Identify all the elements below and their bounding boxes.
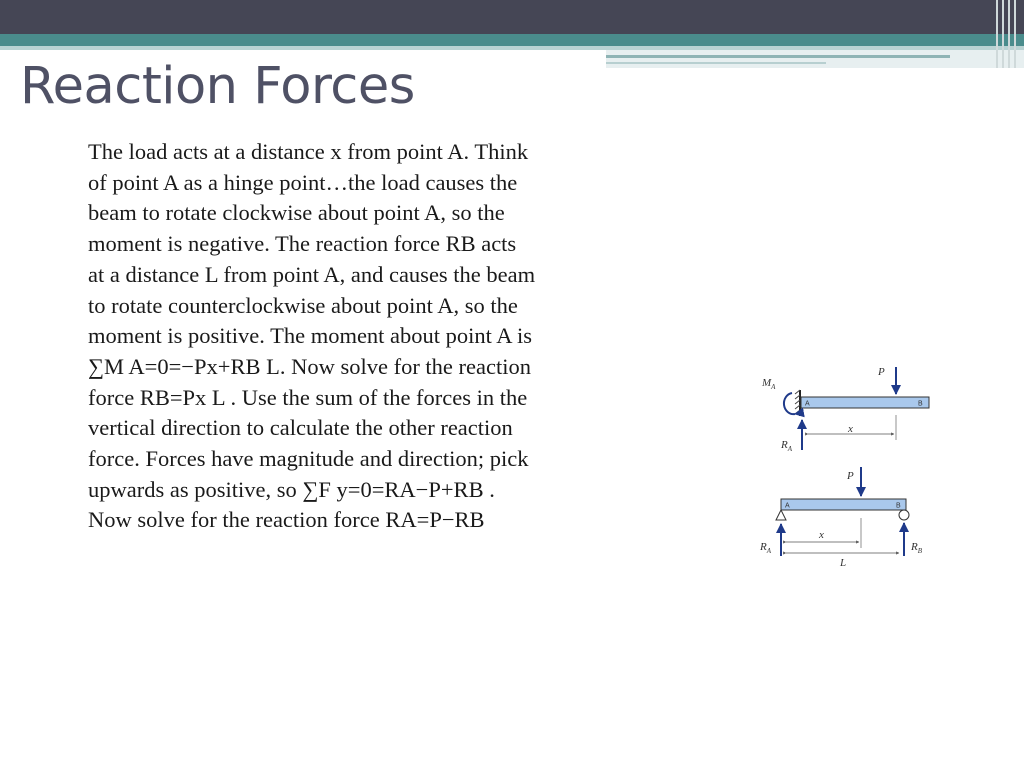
reaction-a-label: $R_A$ xyxy=(760,541,772,555)
header-bar xyxy=(0,0,1024,34)
dimension-l-label: L xyxy=(840,557,847,569)
load-label-top: P xyxy=(878,366,885,378)
slide-title: Reaction Forces xyxy=(20,57,415,116)
cantilever-diagram xyxy=(761,366,929,453)
beam-bottom xyxy=(781,499,906,510)
point-a-label-bottom: A xyxy=(785,502,790,510)
right-accent-band xyxy=(606,50,1024,68)
point-a-label-top: A xyxy=(805,400,810,408)
roller-support xyxy=(899,510,909,520)
simply-supported-diagram xyxy=(759,467,923,569)
load-label-bottom: P xyxy=(847,470,854,482)
moment-arrow xyxy=(784,393,795,414)
point-b-label-top: B xyxy=(918,400,923,408)
beam-diagram xyxy=(748,358,948,588)
beam-top xyxy=(801,397,929,408)
dimension-x-label-bottom: x xyxy=(819,529,824,541)
edge-stripes xyxy=(994,0,1024,68)
point-b-label-bottom: B xyxy=(896,502,901,510)
dimension-x-label-top: x xyxy=(848,423,853,435)
accent-band xyxy=(0,34,1024,46)
right-accent-line-secondary xyxy=(606,62,826,64)
slide-body-text: The load acts at a distance x from point A. Think of point A as a hinge point…the load causes the beam to rotate clockwise about point A, so the moment is negative. The reaction force RB acts at a distance L from point A, and causes the beam to rotate counterclockwise about point A, so the moment is positive. The moment about point A is ∑M A=0=−Px+RB L. Now solve for the reaction force RB=Px L . Use the sum of the forces in the vertical direction to calculate the other reaction force. Forces have magnitude and direction; pick upwards as positive, so ∑F y=0=RA−P+RB . Now solve for the reaction force RA=P−RB xyxy=(88,139,536,533)
reaction-b-label: $R_B$ xyxy=(911,541,923,555)
right-accent-line xyxy=(606,55,950,58)
pin-support xyxy=(776,510,786,520)
moment-label: $M_A$ xyxy=(762,377,776,391)
reaction-label-top: $R_A$ xyxy=(781,439,793,453)
